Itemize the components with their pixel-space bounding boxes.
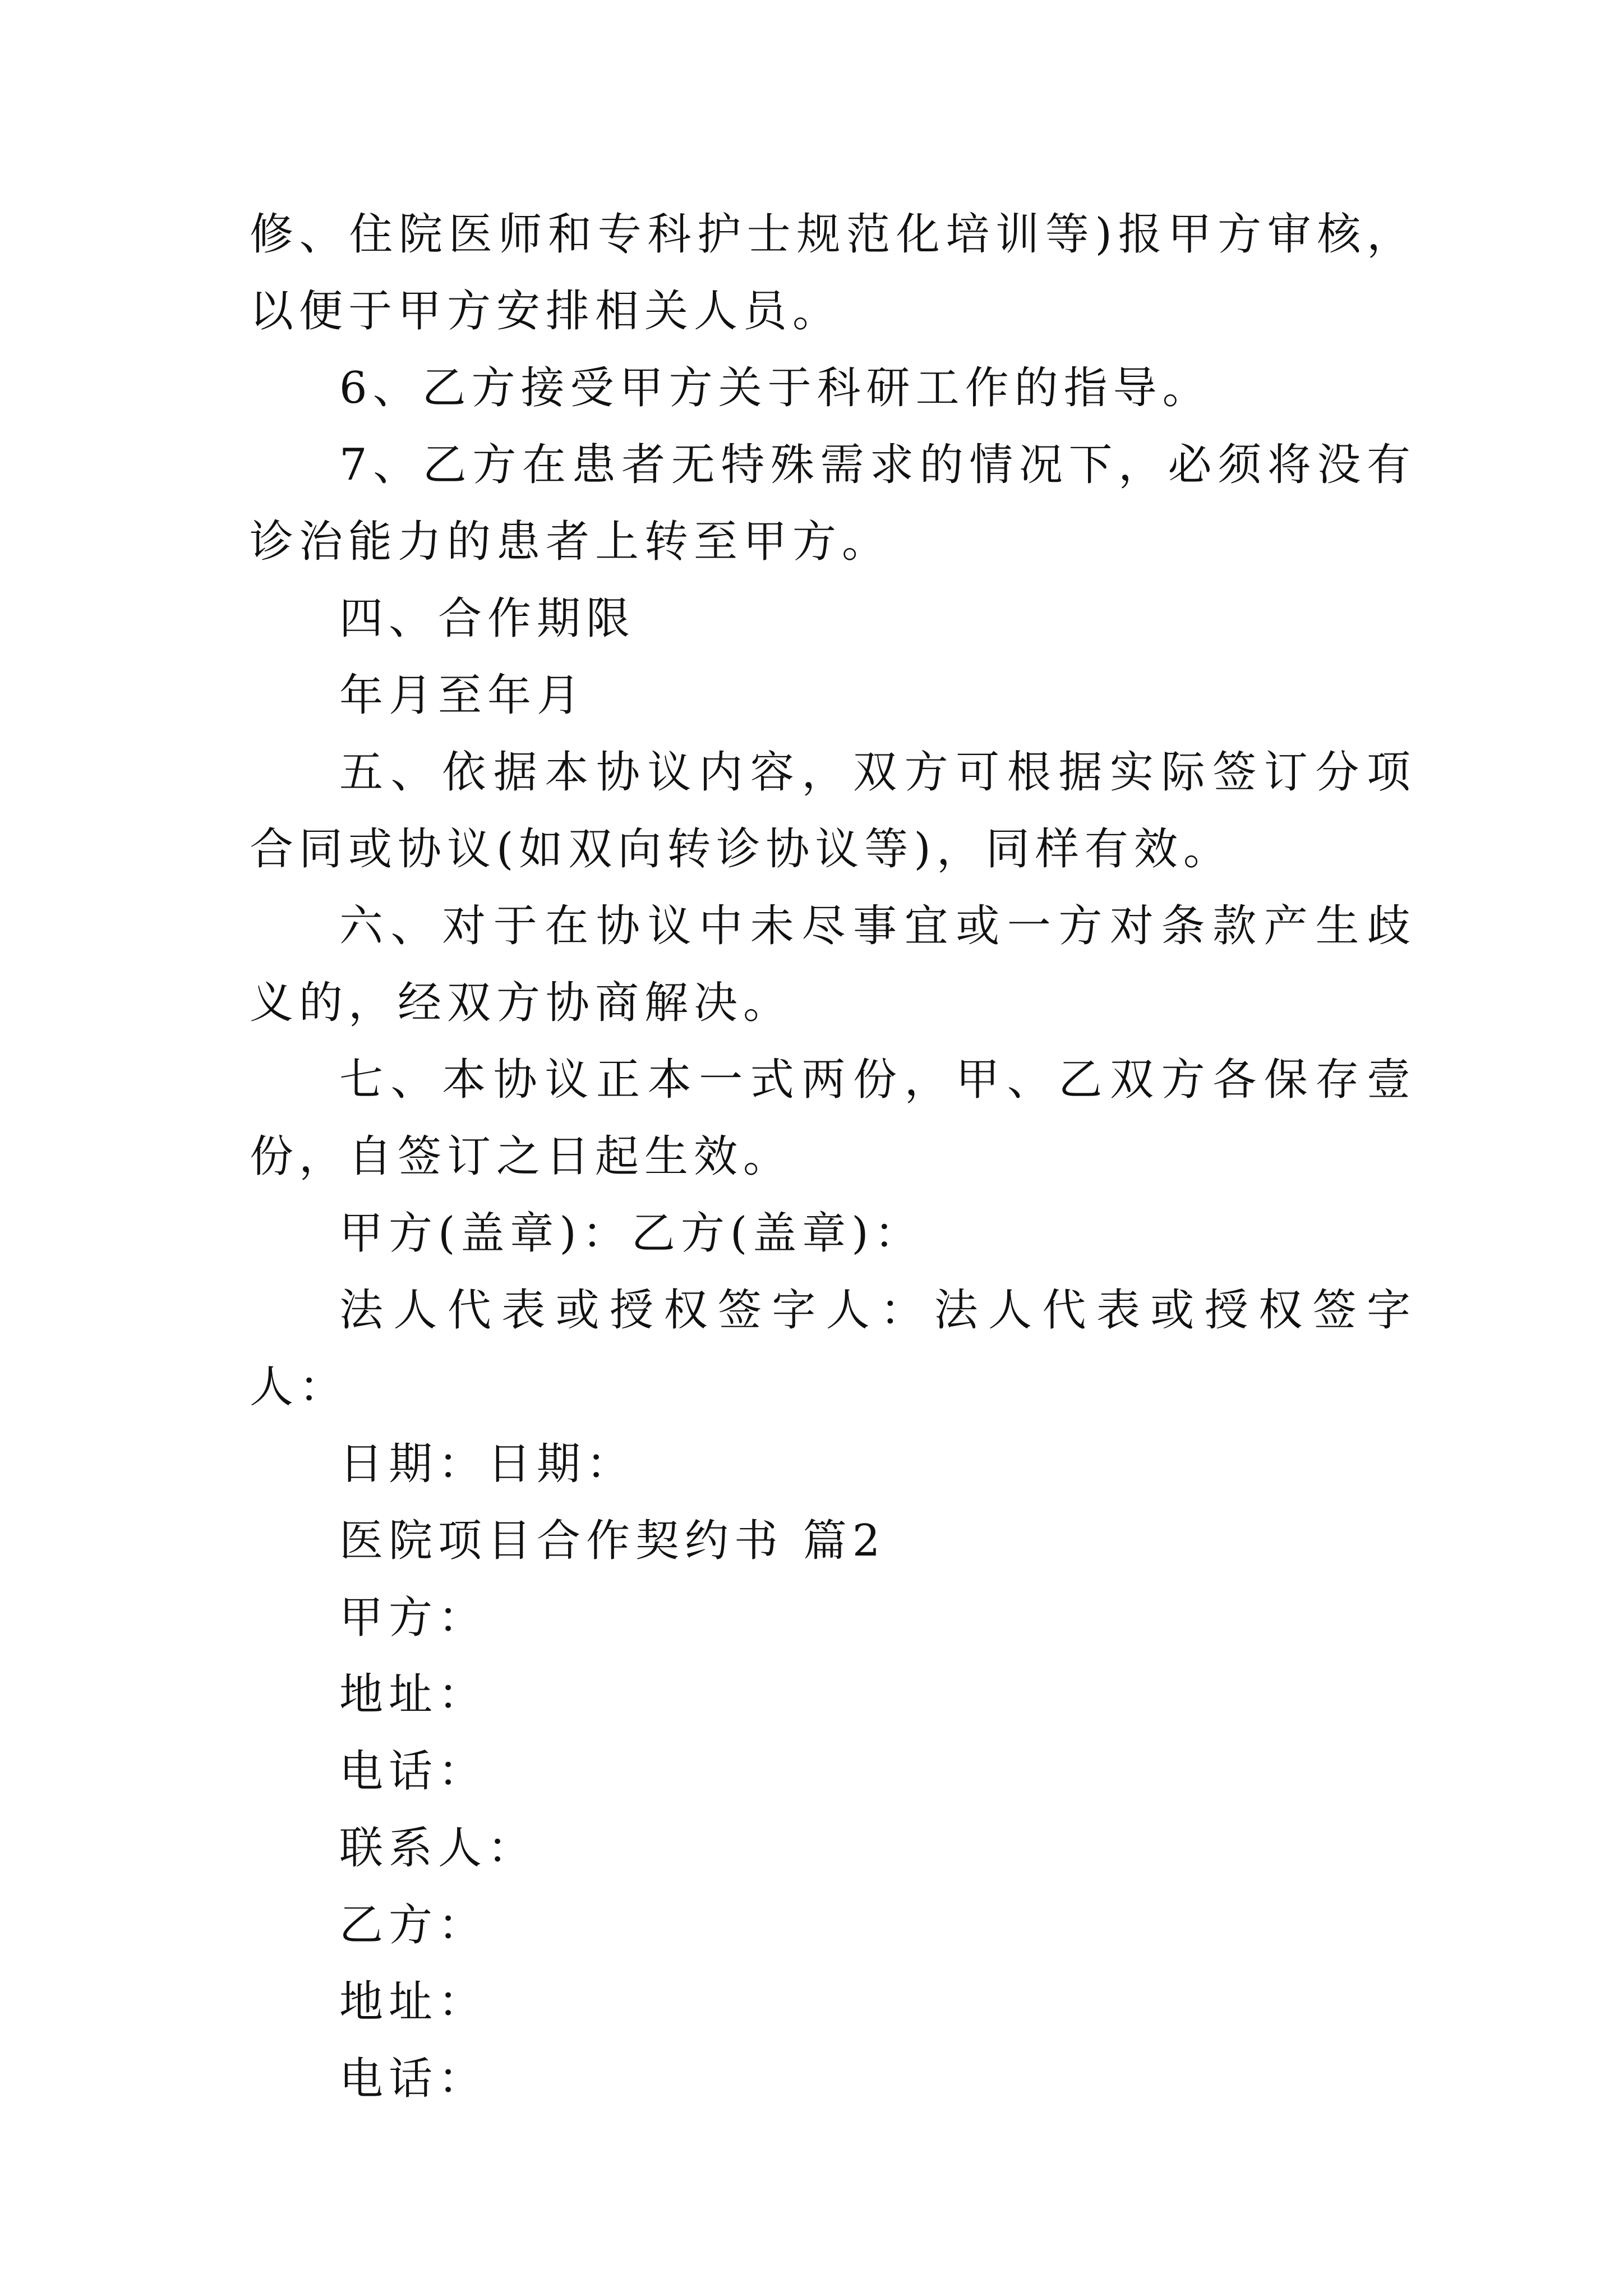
party-a-contact-field: 联系人： [339, 1823, 537, 1874]
section-heading-term: 四、合作期限 [339, 593, 636, 644]
paragraph-section-7: 七、本协议正本一式两份，甲、乙双方各保存壹份，自签订之日起生效。 [250, 1055, 1416, 1182]
party-b-phone-field: 电话： [339, 2054, 488, 2104]
signature-date-line: 日期：日期： [339, 1439, 636, 1489]
party-a-address-field: 地址： [339, 1669, 488, 1720]
paragraph-section-6: 六、对于在协议中未尽事宜或一方对条款产生歧义的，经双方协商解决。 [250, 901, 1416, 1028]
party-b-field: 乙方： [339, 1900, 488, 1950]
paragraph-term-dates: 年月至年月 [339, 670, 587, 721]
signature-seal-line: 甲方(盖章)：乙方(盖章)： [339, 1208, 924, 1259]
paragraph-section-5: 五、依据本协议内容，双方可根据实际签订分项合同或协议(如双向转诊协议等)，同样有效。 [250, 747, 1416, 875]
paragraph-item-6: 6、乙方接受甲方关于科研工作的指导。 [339, 363, 1212, 413]
party-b-address-field: 地址： [339, 1977, 488, 2027]
party-a-phone-field: 电话： [339, 1746, 488, 1797]
paragraph-training-review: 修、住院医师和专科护士规范化培训等)报甲方审核，以便于甲方安排相关人员。 [250, 209, 1416, 337]
paragraph-item-7: 7、乙方在患者无特殊需求的情况下，必须将没有诊治能力的患者上转至甲方。 [250, 440, 1416, 567]
document-body [250, 196, 1416, 2118]
party-a-field: 甲方： [339, 1593, 488, 1643]
signature-representative-line: 法人代表或授权签字人：法人代表或授权签字人： [250, 1285, 1416, 1412]
contract-title-part-2: 医院项目合作契约书 篇2 [339, 1516, 886, 1566]
